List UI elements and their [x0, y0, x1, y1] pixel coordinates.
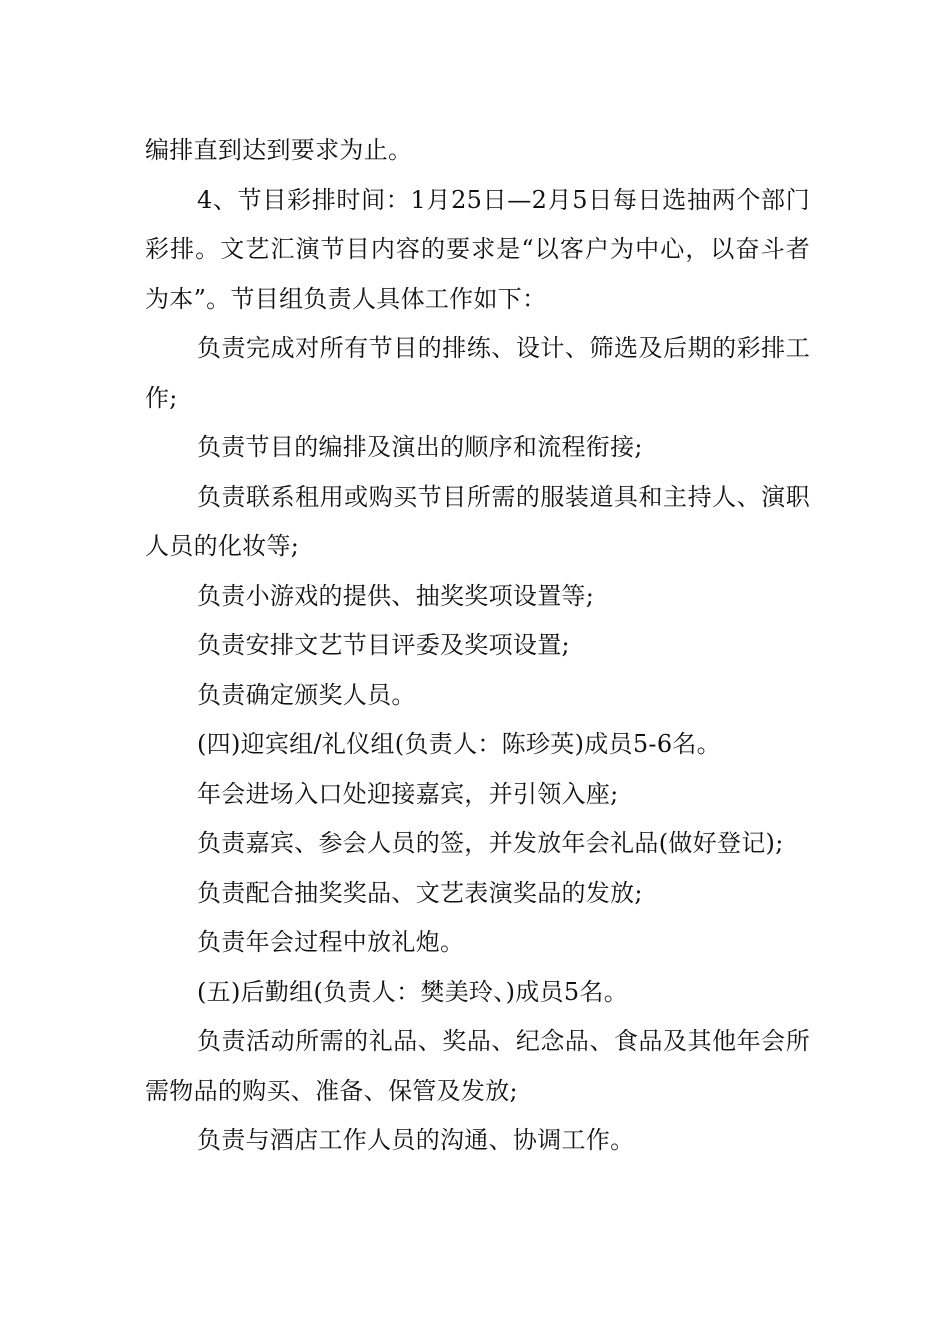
section-heading-logistics-group: (五)后勤组(负责人：樊美玲、)成员5名。: [197, 977, 629, 1006]
paragraph-duty-hotel: 负责与酒店工作人员的沟通、协调工作。: [197, 1126, 635, 1154]
paragraph-duty-judges: 负责安排文艺节目评委及奖项设置;: [197, 631, 570, 659]
paragraph-duty-presenters: 负责确定颁奖人员。: [197, 680, 416, 709]
paragraph-rehearsal-time: 4、节目彩排时间：1月25日—2月5日每日选抽两个部门彩排。文艺汇演节目内容的要求是“以客户为中心，以奋斗者为本”。节目组负责人具体工作如下：: [145, 185, 810, 313]
paragraph-continuation: 编排直到达到要求为止。: [145, 136, 413, 164]
paragraph-duty-salute: 负责年会过程中放礼炮。: [197, 928, 465, 956]
paragraph-duty-games: 负责小游戏的提供、抽奖奖项设置等;: [197, 581, 595, 610]
paragraph-duty-purchasing: 负责活动所需的礼品、奖品、纪念品、食品及其他年会所需物品的购买、准备、保管及发放;: [145, 1027, 810, 1105]
paragraph-duty-rehearsal: 负责完成对所有节目的排练、设计、筛选及后期的彩排工作;: [145, 334, 810, 412]
section-heading-reception-group: (四)迎宾组/礼仪组(负责人：陈珍英)成员5-6名。: [197, 730, 721, 758]
paragraph-duty-costumes: 负责联系租用或购买节目所需的服装道具和主持人、演职人员的化妆等;: [145, 482, 810, 560]
paragraph-duty-order: 负责节目的编排及演出的顺序和流程衔接;: [197, 433, 643, 461]
paragraph-duty-prizes: 负责配合抽奖奖品、文艺表演奖品的发放;: [197, 878, 643, 907]
document-body: [145, 126, 810, 1166]
paragraph-duty-welcome: 年会进场入口处迎接嘉宾，并引领入座;: [197, 779, 619, 808]
paragraph-duty-signin: 负责嘉宾、参会人员的签，并发放年会礼品(做好登记);: [197, 829, 784, 857]
